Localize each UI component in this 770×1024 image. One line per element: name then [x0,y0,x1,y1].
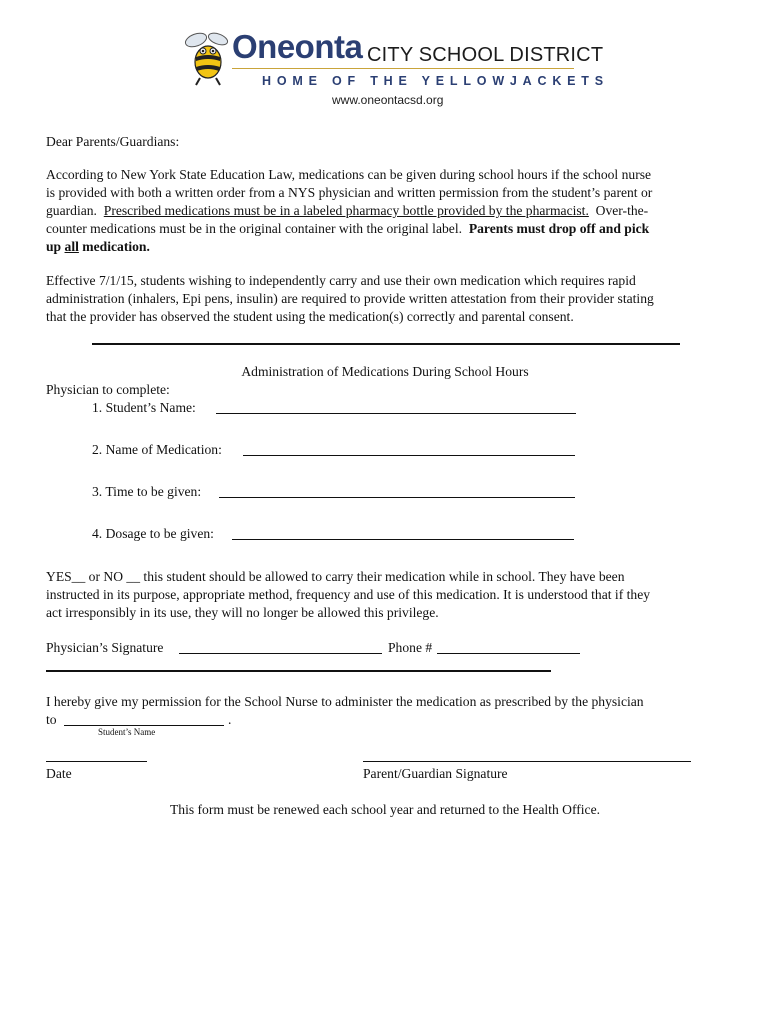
carry-permission-line1: YES__ or NO __ this student should be allowed to carry their medication while in school. They have been [46,569,625,584]
physician-signature-field[interactable] [179,653,382,654]
phone-field[interactable] [437,653,580,654]
tagline: HOME OF THE YELLOWJACKETS [262,74,609,88]
carry-permission-line2: instructed in its purpose, appropriate method, frequency and use of this medication. It is understood that if they [46,587,651,602]
physician-heading: Physician to complete: [46,382,170,397]
para1-line3 [46,202,648,220]
website: www.oneontacsd.org [332,93,444,107]
guardian-signature-field[interactable] [363,761,691,762]
guardian-signature-label: Parent/Guardian Signature [363,766,508,781]
phone-label: Phone # [388,640,433,655]
parent-permission-period: . [228,712,232,727]
date-label: Date [46,766,72,781]
para1-otc-rule: counter medications must be in the original container with the original label. [46,221,463,236]
student-name-label: 1. Student’s Name: [92,400,196,415]
logo-wordmark: Oneonta [232,28,363,65]
para2-line2: administration (inhalers, Epi pens, insulin) are required to provide written attestation from their provider stating [46,291,654,306]
yellowjacket-icon [182,30,236,86]
pharmacy-bottle-rule: Prescribed medications must be in a labeled pharmacy bottle provided by the pharmacist. [103,203,589,218]
time-label: 3. Time to be given: [92,484,202,499]
physician-signature-label: Physician’s Signature [46,640,164,655]
parent-permission-to: to [46,712,57,727]
para1-line2: is provided with both a written order from a NYS physician and written permission from the student’s parent or [46,185,653,200]
dosage-label: 4. Dosage to be given: [92,526,214,541]
student-name-field[interactable] [216,413,576,414]
parent-permission-line1: I hereby give my permission for the School Nurse to administer the medication as prescribed by the physician [46,694,644,709]
date-field[interactable] [46,761,147,762]
form-title: Administration of Medications During School Hours [241,364,529,379]
physician-section-rule [46,670,551,672]
time-field[interactable] [219,497,575,498]
medication-name-field[interactable] [243,455,575,456]
parent-permission-student-field[interactable] [64,725,224,726]
district-name: CITY SCHOOL DISTRICT [367,44,604,66]
medication-name-label: 2. Name of Medication: [92,442,222,457]
para1-line5 [46,238,150,256]
salutation: Dear Parents/Guardians: [46,134,180,149]
section-divider [92,343,680,345]
para1-guardian: guardian. [46,203,97,218]
carry-permission-line3: act irresponsibly in its use, they will no longer be allowed this privilege. [46,605,439,620]
letterhead-divider [232,68,574,69]
dosage-field[interactable] [232,539,574,540]
renewal-note: This form must be renewed each school year and returned to the Health Office. [169,802,601,817]
dropoff-medication: medication. [82,239,150,254]
dropoff-rule-start: Parents must drop off and pick [468,221,650,236]
para1-line4 [46,220,649,238]
para1-line1: According to New York State Education Law, medications can be given during school hours if the school nurse [46,167,652,182]
dropoff-up: up [46,239,62,254]
para2-line3: that the provider has observed the student using the medication(s) correctly and parental consent. [46,309,574,324]
dropoff-all: all [64,239,79,254]
para1-otc-lead: Over-the- [595,203,649,218]
student-name-caption: Student’s Name [98,727,156,737]
para2-line1: Effective 7/1/15, students wishing to independently carry and use their own medication which requires rapid [46,273,636,288]
